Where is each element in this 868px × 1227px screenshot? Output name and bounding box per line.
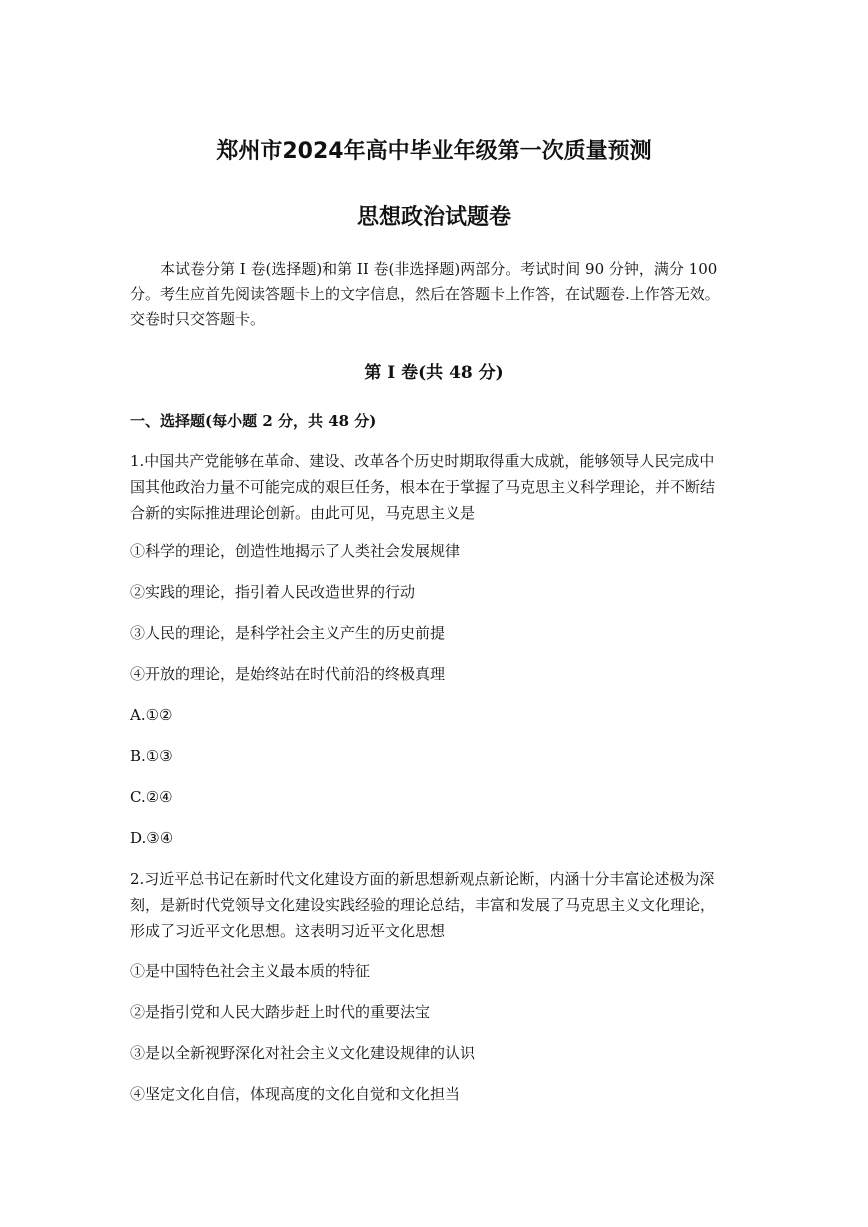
question-1-choice-d: D.③④ <box>130 829 174 847</box>
exam-subtitle: 思想政治试题卷 <box>356 205 511 230</box>
exam-title: 郑州市2024年高中毕业年级第一次质量预测 <box>216 139 652 164</box>
question-stem-line: 国其他政治力量不可能完成的艰巨任务，根本在于掌握了马克思主义科学理论，并不断结 <box>130 478 716 496</box>
question-1-statement-2: ②实践的理论，指引着人民改造世界的行动 <box>130 583 416 601</box>
part-heading: 一、选择题(每小题 2 分，共 48 分) <box>130 412 377 430</box>
question-stem-line: 形成了习近平文化思想。这表明习近平文化思想 <box>130 922 446 940</box>
section-heading: 第 I 卷(共 48 分) <box>364 363 504 383</box>
question-stem-line: 2.习近平总书记在新时代文化建设方面的新思想新观点新论断，内涵十分丰富论述极为深 <box>130 870 715 888</box>
instructions-line: 分。考生应首先阅读答题卡上的文字信息，然后在答题卡上作答，在试题卷.上作答无效。 <box>130 285 720 303</box>
instructions-line: 交卷时只交答题卡。 <box>130 310 266 328</box>
question-1-statement-3: ③人民的理论，是科学社会主义产生的历史前提 <box>130 624 446 642</box>
question-stem-line: 1.中国共产党能够在革命、建设、改革各个历史时期取得重大成就，能够领导人民完成中 <box>130 452 715 470</box>
question-2-statement-2: ②是指引党和人民大踏步赶上时代的重要法宝 <box>130 1003 431 1021</box>
question-2-statement-4: ④坚定文化自信，体现高度的文化自觉和文化担当 <box>130 1085 461 1103</box>
question-2-statement-1: ①是中国特色社会主义最本质的特征 <box>130 962 371 980</box>
instructions-line: 本试卷分第 I 卷(选择题)和第 II 卷(非选择题)两部分。考试时间 90 分钟，满分 100 <box>160 260 718 278</box>
question-stem-line: 合新的实际推进理论创新。由此可见，马克思主义是 <box>130 504 476 522</box>
exam-instructions <box>130 257 740 332</box>
question-1-choice-c: C.②④ <box>130 788 173 806</box>
question-1-statement-1: ①科学的理论，创造性地揭示了人类社会发展规律 <box>130 542 461 560</box>
question-2-stem <box>130 866 742 944</box>
question-1-stem <box>130 448 742 526</box>
question-1-choice-a: A.①② <box>130 706 173 724</box>
question-2-statement-3: ③是以全新视野深化对社会主义文化建设规律的认识 <box>130 1044 476 1062</box>
question-1-statement-4: ④开放的理论，是始终站在时代前沿的终极真理 <box>130 665 446 683</box>
question-stem-line: 刻，是新时代党领导文化建设实践经验的理论总结，丰富和发展了马克思主义文化理论， <box>130 896 716 914</box>
question-1-choice-b: B.①③ <box>130 747 173 765</box>
